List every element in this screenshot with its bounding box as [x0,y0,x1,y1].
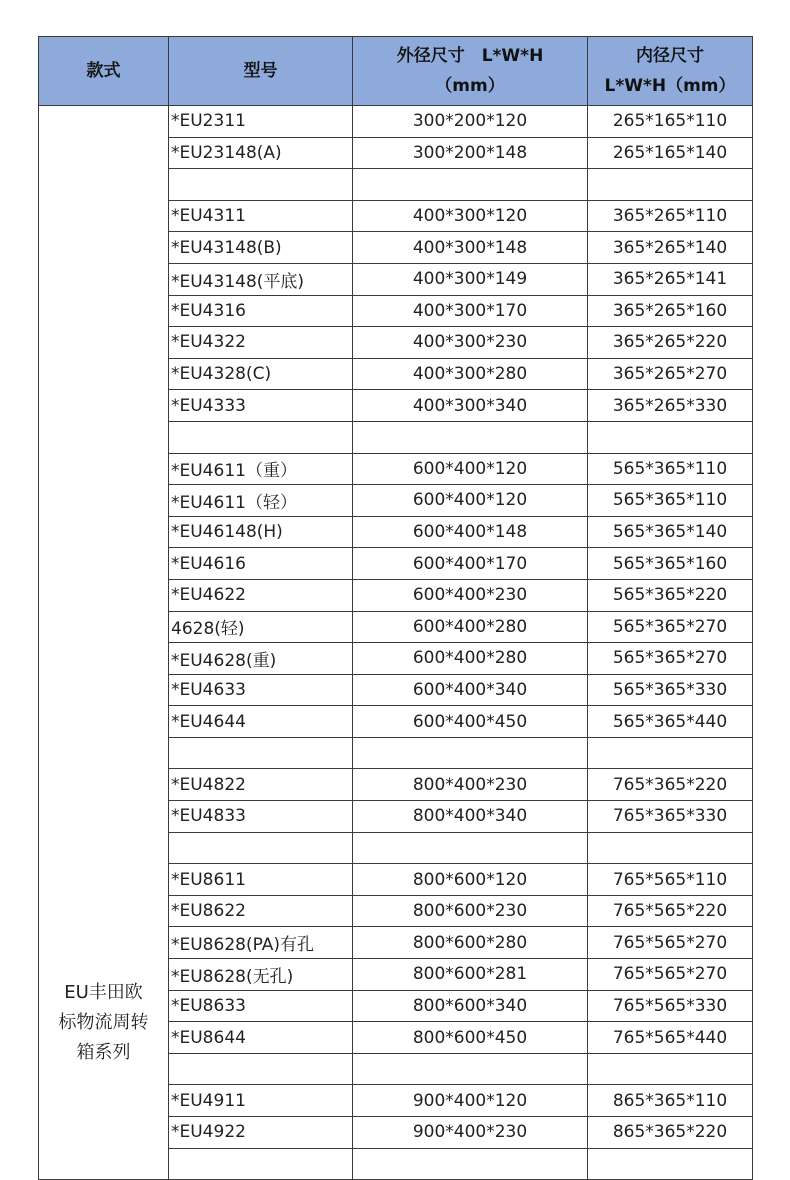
model-cell [169,1148,353,1180]
inner-size-cell: 265*165*140 [588,137,753,169]
inner-size-cell: 765*565*440 [588,1022,753,1054]
outer-size-cell: 400*300*148 [353,232,588,264]
model-cell [169,737,353,769]
inner-size-cell: 565*365*270 [588,611,753,643]
outer-size-cell: 600*400*280 [353,643,588,675]
outer-size-cell [353,169,588,201]
outer-size-cell: 400*300*149 [353,263,588,295]
inner-size-cell: 365*265*270 [588,358,753,390]
outer-size-cell [353,1148,588,1180]
outer-size-cell [353,737,588,769]
series-name-cell [39,106,169,1180]
header-style-label: 款式 [86,61,121,81]
inner-size-cell: 565*365*110 [588,485,753,517]
outer-size-cell: 900*400*120 [353,1085,588,1117]
model-cell: *EU8622 [169,895,353,927]
outer-size-cell: 600*400*148 [353,516,588,548]
model-cell: *EU4628(重) [169,643,353,675]
inner-size-cell: 865*365*110 [588,1085,753,1117]
model-cell: *EU4316 [169,295,353,327]
series-name-line1: EU丰田欧 [64,981,143,1003]
inner-size-cell: 365*265*110 [588,200,753,232]
inner-size-cell: 765*565*110 [588,864,753,896]
inner-size-cell: 765*365*330 [588,801,753,833]
outer-size-cell: 600*400*120 [353,485,588,517]
header-model-label: 型号 [243,61,278,81]
outer-size-cell: 400*300*120 [353,200,588,232]
model-cell: *EU2311 [169,106,353,138]
inner-size-cell: 565*365*270 [588,643,753,675]
model-cell: *EU4822 [169,769,353,801]
header-outer-size [353,37,588,106]
model-cell [169,421,353,453]
inner-size-cell: 365*265*160 [588,295,753,327]
model-cell: *EU46148(H) [169,516,353,548]
model-cell: *EU4333 [169,390,353,422]
outer-size-cell [353,832,588,864]
inner-size-cell: 565*365*110 [588,453,753,485]
inner-size-cell: 365*265*330 [588,390,753,422]
outer-size-cell: 800*600*280 [353,927,588,959]
inner-size-cell: 265*165*110 [588,106,753,138]
header-inner-line1: 内径尺寸 [636,46,704,66]
header-inner-size [588,37,753,106]
inner-size-cell [588,421,753,453]
outer-size-cell: 600*400*120 [353,453,588,485]
inner-size-cell: 565*365*330 [588,674,753,706]
header-outer-line2: （mm） [435,76,505,96]
model-cell: *EU23148(A) [169,137,353,169]
header-model [169,37,353,106]
model-cell: *EU4322 [169,327,353,359]
outer-size-cell: 800*400*340 [353,801,588,833]
outer-size-cell: 600*400*340 [353,674,588,706]
outer-size-cell: 600*400*170 [353,548,588,580]
model-cell: *EU4922 [169,1117,353,1149]
inner-size-cell: 565*365*440 [588,706,753,738]
model-cell: *EU4616 [169,548,353,580]
model-cell: *EU8611 [169,864,353,896]
outer-size-cell: 900*400*230 [353,1117,588,1149]
outer-size-cell [353,1053,588,1085]
inner-size-cell [588,1148,753,1180]
model-cell: *EU4611（重） [169,453,353,485]
header-row [39,37,753,106]
outer-size-cell [353,421,588,453]
inner-size-cell: 765*565*330 [588,990,753,1022]
outer-size-cell: 300*200*120 [353,106,588,138]
inner-size-cell: 765*565*270 [588,927,753,959]
inner-size-cell [588,832,753,864]
model-cell: 4628(轻) [169,611,353,643]
outer-size-cell: 300*200*148 [353,137,588,169]
model-cell: *EU43148(平底) [169,263,353,295]
inner-size-cell: 765*365*220 [588,769,753,801]
inner-size-cell: 565*365*220 [588,579,753,611]
model-cell: *EU43148(B) [169,232,353,264]
outer-size-cell: 800*600*450 [353,1022,588,1054]
spec-table [38,36,753,1180]
inner-size-cell: 565*365*160 [588,548,753,580]
inner-size-cell [588,169,753,201]
outer-size-cell: 600*400*230 [353,579,588,611]
model-cell: *EU8633 [169,990,353,1022]
outer-size-cell: 800*400*230 [353,769,588,801]
model-cell: *EU4633 [169,674,353,706]
header-inner-line2: L*W*H（mm） [604,76,736,96]
header-style [39,37,169,106]
table-body [39,106,753,1180]
inner-size-cell [588,1053,753,1085]
model-cell: *EU8644 [169,1022,353,1054]
table-header [39,37,753,106]
model-cell [169,169,353,201]
outer-size-cell: 800*600*230 [353,895,588,927]
model-cell: *EU4311 [169,200,353,232]
model-cell: *EU4833 [169,801,353,833]
model-cell: *EU4622 [169,579,353,611]
inner-size-cell: 565*365*140 [588,516,753,548]
inner-size-cell: 765*565*220 [588,895,753,927]
model-cell: *EU4644 [169,706,353,738]
model-cell: *EU8628(无孔) [169,959,353,991]
header-outer-line1: 外径尺寸 L*W*H [396,46,544,66]
model-cell [169,1053,353,1085]
outer-size-cell: 600*400*450 [353,706,588,738]
model-cell: *EU4328(C) [169,358,353,390]
table-row [39,106,753,138]
model-cell: *EU4611（轻） [169,485,353,517]
outer-size-cell: 800*600*120 [353,864,588,896]
series-name-line3: 箱系列 [76,1041,131,1063]
series-name-line2: 标物流周转 [58,1011,149,1033]
outer-size-cell: 400*300*170 [353,295,588,327]
outer-size-cell: 800*600*281 [353,959,588,991]
model-cell [169,832,353,864]
outer-size-cell: 400*300*230 [353,327,588,359]
model-cell: *EU8628(PA)有孔 [169,927,353,959]
outer-size-cell: 800*600*340 [353,990,588,1022]
outer-size-cell: 400*300*280 [353,358,588,390]
outer-size-cell: 600*400*280 [353,611,588,643]
inner-size-cell: 365*265*141 [588,263,753,295]
inner-size-cell [588,737,753,769]
outer-size-cell: 400*300*340 [353,390,588,422]
inner-size-cell: 865*365*220 [588,1117,753,1149]
inner-size-cell: 365*265*140 [588,232,753,264]
model-cell: *EU4911 [169,1085,353,1117]
inner-size-cell: 365*265*220 [588,327,753,359]
inner-size-cell: 765*565*270 [588,959,753,991]
